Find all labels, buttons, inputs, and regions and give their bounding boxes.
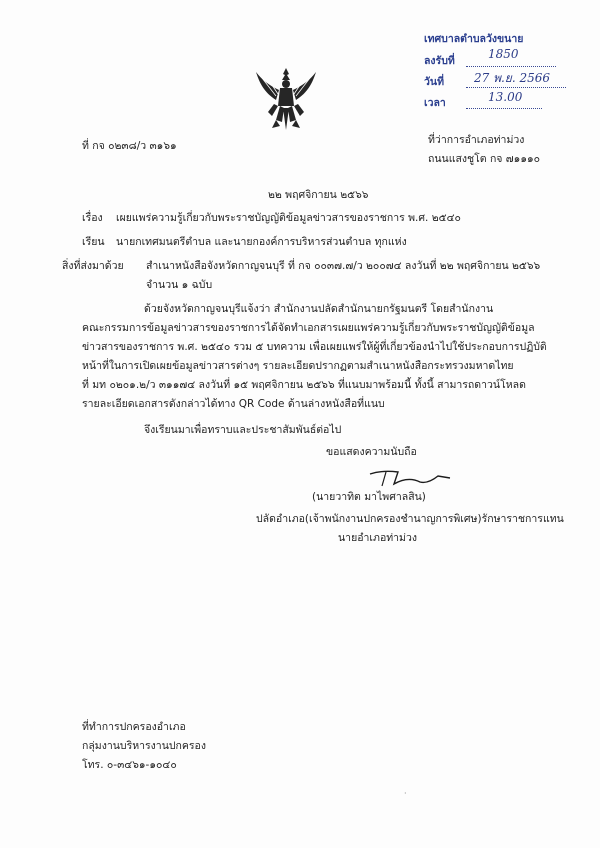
body-line: ที่ มท ๐๒๐๑.๒/ว ๓๑๑๗๔ ลงวันที่ ๑๕ พฤศจิกายน ๒๕๖๖ ที่แนบมาพร้อมนี้ ทั้งนี้ สามารถดาวน์โหลด — [82, 379, 526, 391]
attachment-label: สิ่งที่ส่งมาด้วย — [62, 260, 124, 272]
subject-label: เรื่อง — [82, 212, 103, 224]
subject-text: เผยแพร่ความรู้เกี่ยวกับพระราชบัญญัติข้อมูลข่าวสารของราชการ พ.ศ. ๒๕๔๐ — [116, 212, 461, 224]
signer-position-line1: ปลัดอำเภอ(เจ้าพนักงานปกครองชำนาญการพิเศษ)รักษาราชการแทน — [256, 513, 564, 525]
recipient-text: นายกเทศมนตรีตำบล และนายกองค์การบริหารส่วนตำบล ทุกแห่ง — [116, 236, 407, 248]
signer-position-line2: นายอำเภอท่าม่วง — [338, 532, 418, 544]
footer-phone: โทร. ๐-๓๔๖๑-๑๐๔๐ — [82, 759, 177, 771]
body-line: หน้าที่ในการเปิดเผยข้อมูลข่าวสารต่างๆ รายละเอียดปรากฏตามสำเนาหนังสือกระทรวงมหาดไทย — [82, 360, 514, 372]
garuda-emblem-icon — [254, 66, 318, 132]
office-address-line2: ถนนแสงชูโต กจ ๗๑๑๑๐ — [428, 153, 541, 165]
document-number: ที่ กจ ๐๒๓๘/ว ๓๑๖๑ — [82, 140, 177, 152]
body-line: รายละเอียดเอกสารดังกล่าวได้ทาง QR Code ด้านล่างหนังสือที่แนบ — [82, 398, 385, 410]
document-date: ๒๒ พฤศจิกายน ๒๕๖๖ — [268, 189, 369, 201]
closing-sentence: จึงเรียนมาเพื่อทราบและประชาสัมพันธ์ต่อไป — [144, 424, 342, 436]
signer-name: (นายวาทิต มาไพศาลสิน) — [312, 491, 426, 503]
attachment-line1: สำเนาหนังสือจังหวัดกาญจนบุรี ที่ กจ ๐๐๓๗.๗/ว ๒๐๐๗๔ ลงวันที่ ๒๒ พฤศจิกายน ๒๕๖๖ — [146, 260, 541, 272]
footer-group: กลุ่มงานบริหารงานปกครอง — [82, 740, 206, 752]
handwritten-signature-icon — [368, 464, 452, 490]
stamp-receive-rule — [466, 66, 556, 67]
stamp-receive-label: ลงรับที่ — [424, 55, 455, 67]
regards-text: ขอแสดงความนับถือ — [326, 446, 417, 458]
body-line: ข่าวสารของราชการ พ.ศ. ๒๕๔๐ รวม ๕ บทความ เพื่อเผยแพร่ให้ผู้ที่เกี่ยวข้องนำไปใช้ประกอบการปฏิบัติ — [82, 341, 547, 353]
stamp-time-rule — [466, 108, 542, 109]
office-address-line1: ที่ว่าการอำเภอท่าม่วง — [428, 134, 525, 146]
stamp-date-value: 27 พ.ย. 2566 — [474, 71, 551, 85]
recipient-label: เรียน — [82, 236, 105, 248]
stamp-time-value: 13.00 — [488, 90, 523, 104]
attachment-line2: จำนวน ๑ ฉบับ — [146, 279, 213, 291]
footer-office: ที่ทำการปกครองอำเภอ — [82, 721, 186, 733]
stamp-org: เทศบาลตำบลวังขนาย — [424, 33, 524, 45]
stamp-time-label: เวลา — [424, 97, 446, 109]
scan-speck: · — [404, 789, 407, 798]
body-paragraph — [82, 300, 547, 414]
receiving-stamp — [418, 24, 570, 116]
body-line: ด้วยจังหวัดกาญจนบุรีแจ้งว่า สำนักงานปลัดสำนักนายกรัฐมนตรี โดยสำนักงาน — [144, 303, 494, 315]
body-line: คณะกรรมการข้อมูลข่าวสารของราชการได้จัดทำเอกสารเผยแพร่ความรู้เกี่ยวกับพระราชบัญญัติข้อมูล — [82, 322, 535, 334]
stamp-date-label: วันที่ — [424, 76, 444, 88]
stamp-receive-value: 1850 — [488, 47, 519, 61]
